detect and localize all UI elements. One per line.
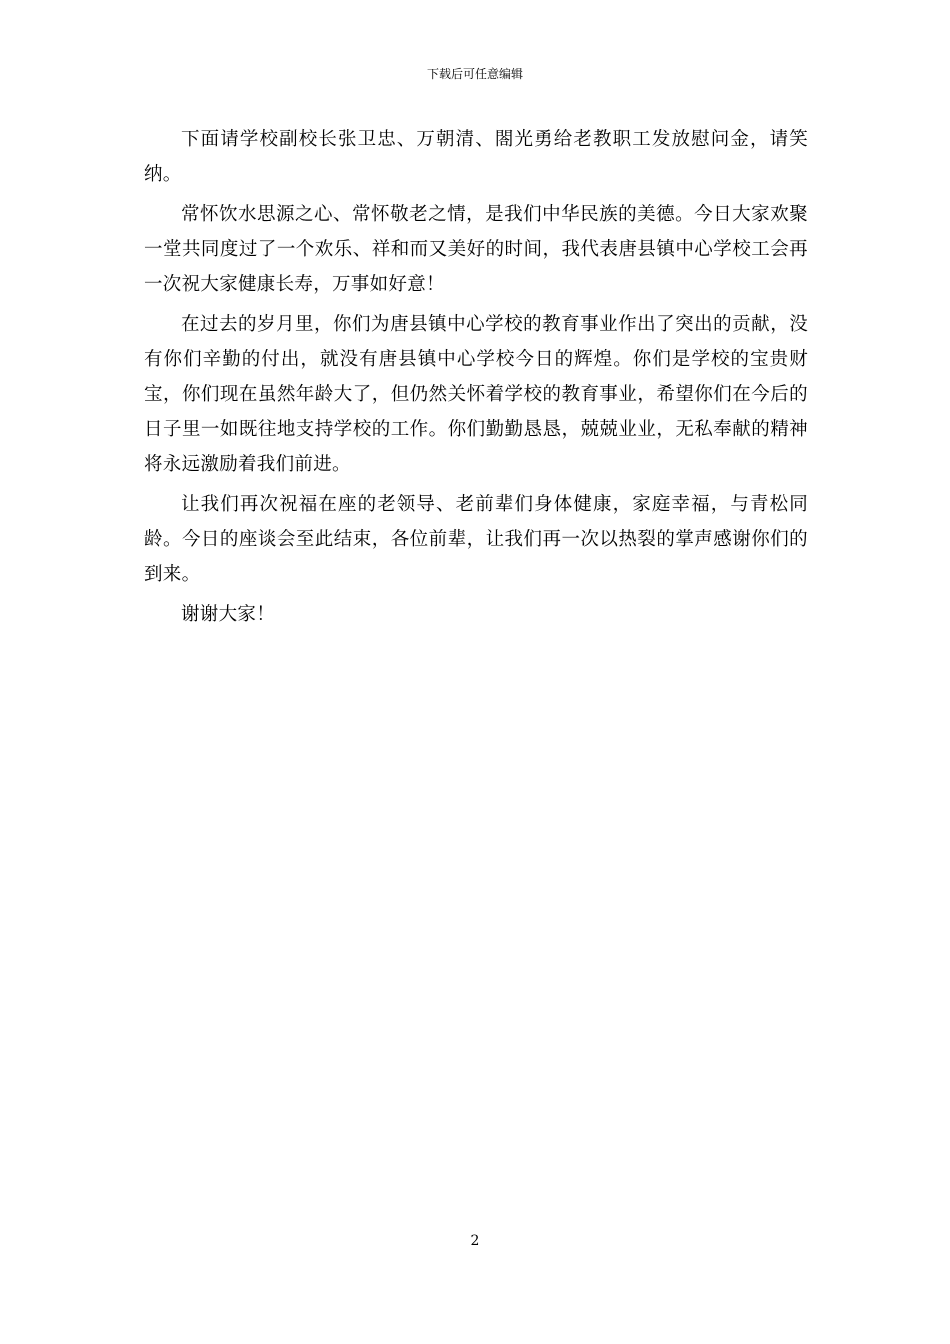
- page-number: 2: [470, 1233, 480, 1249]
- paragraph-virtue: 常怀饮水思源之心、常怀敬老之情，是我们中华民族的美德。今日大家欢聚一堂共同度过了一个欢乐、祥和而又美好的时间，我代表唐县镇中心学校工会再一次祝大家健康长寿，万事如好意！: [144, 204, 808, 295]
- paragraph-thanks: 谢谢大家！: [181, 604, 276, 625]
- paragraph-contribution: 在过去的岁月里，你们为唐县镇中心学校的教育事业作出了突出的贡献，没有你们辛勤的付出，就没有唐县镇中心学校今日的辉煌。你们是学校的宝贵财宝，你们现在虽然年龄大了，但仍然关怀着学校的教育事业，希望你们在今后的日子里一如既往地支持学校的工作。你们勤勤恳恳，兢兢业业，无私奉献的精神将永远激励着我们前进。: [144, 314, 808, 475]
- page-header: 下载后可任意编辑: [426, 67, 523, 81]
- paragraph-presentation: 下面请学校副校长张卫忠、万朝清、閤光勇给老教职工发放慰问金，请笑纳。: [144, 129, 808, 185]
- paragraph-blessing: 让我们再次祝福在座的老领导、老前辈们身体健康，家庭幸福，与青松同龄。今日的座谈会至此结束，各位前辈，让我们再一次以热裂的掌声感谢你们的到来。: [144, 494, 808, 585]
- document-body: [144, 122, 808, 637]
